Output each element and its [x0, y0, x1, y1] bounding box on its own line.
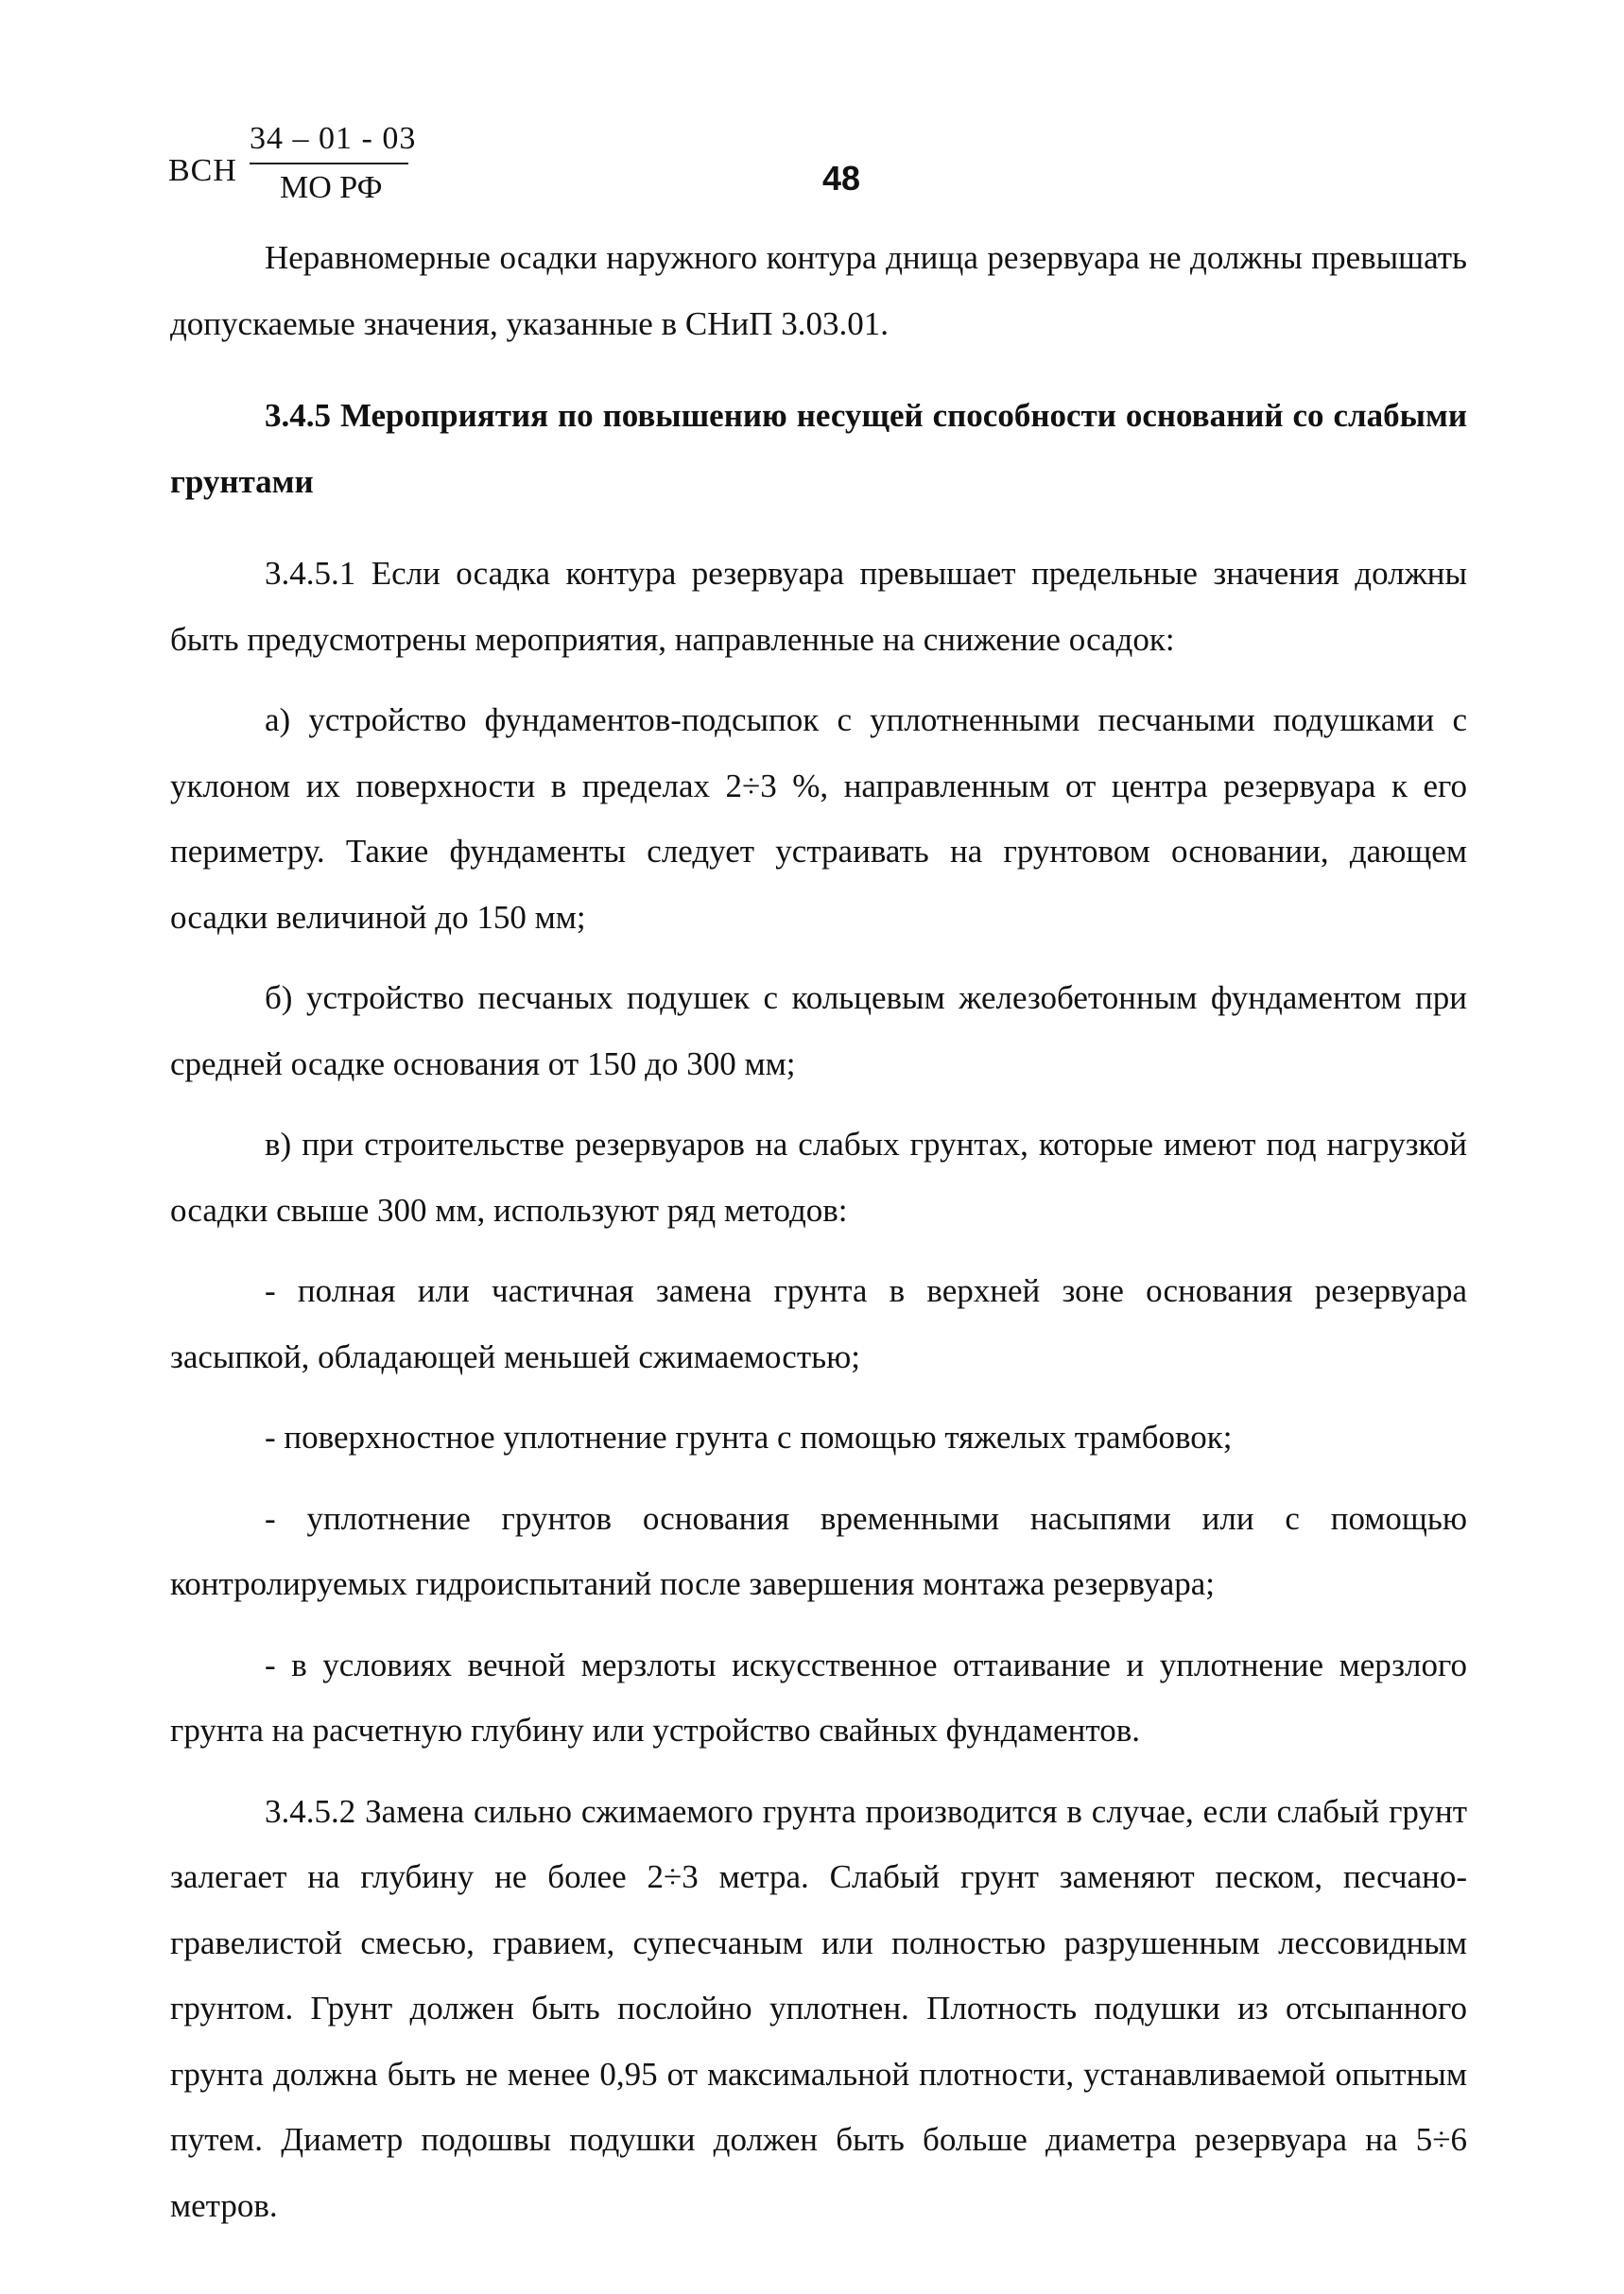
dash-item-2: - поверхностное уплотнение грунта с помощью тяжелых трамбовок;	[265, 1419, 1233, 1456]
dash-item-3: - уплотнение грунтов основания временными насыпями или с помощью контролируемых гидроиспытаний после завершения монтажа резервуара;	[170, 1499, 1467, 1602]
section-heading: 3.4.5 Мероприятия по повышению несущей способности оснований со слабыми грунтами	[170, 397, 1467, 500]
page-number: 48	[822, 159, 861, 198]
document-code-number: 34 – 01 - 03	[250, 121, 417, 156]
dash-item-4: - в условиях вечной мерзлоты искусственное оттаивание и уплотнение мерзлого грунта на расчетную глубину или устройство свайных фундаментов.	[170, 1646, 1467, 1749]
document-header	[168, 121, 490, 225]
list-item-v: в) при строительстве резервуаров на слабых грунтах, которые имеют под нагрузкой осадки свыше 300 мм, используют ряд методов:	[170, 1126, 1467, 1229]
list-item-a: а) устройство фундаментов-подсыпок с уплотненными песчаными подушками с уклоном их поверхности в пределах 2÷3 %, направленным от центра резервуара к его периметру. Такие фундаменты следует устраивать на грунтовом основании, дающем осадки величиной до 150 мм;	[170, 701, 1467, 936]
paragraph-intro: Неравномерные осадки наружного контура днища резервуара не должны превышать допускаемые значения, указанные в СНиП 3.03.01.	[170, 239, 1467, 342]
document-body	[170, 225, 1467, 2238]
paragraph-3-4-5-1: 3.4.5.1 Если осадка контура резервуара превышает предельные значения должны быть предусмотрены мероприятия, направленные на снижение осадок:	[170, 555, 1467, 658]
document-code-rule	[250, 163, 408, 164]
dash-item-1: - полная или частичная замена грунта в верхней зоне основания резервуара засыпкой, обладающей меньшей сжимаемостью;	[170, 1272, 1467, 1375]
list-item-b: б) устройство песчаных подушек с кольцевым железобетонным фундаментом при средней осадке основания от 150 до 300 мм;	[170, 979, 1467, 1082]
document-code-prefix: ВСН	[168, 153, 237, 188]
document-code-org: МО РФ	[280, 170, 383, 205]
paragraph-3-4-5-2: 3.4.5.2 Замена сильно сжимаемого грунта производится в случае, если слабый грунт залегает на глубину не более 2÷3 метра. Слабый грунт заменяют песком, песчано-гравелистой смесью, гравием, супесчаным или полностью разрушенным лессовидным грунтом. Грунт должен быть послойно уплотнен. Плотность подушки из отсыпанного грунта должна быть не менее 0,95 от максимальной плотности, устанавливаемой опытным путем. Диаметр подошвы подушки должен быть больше диаметра резервуара на 5÷6 метров.	[170, 1792, 1467, 2224]
